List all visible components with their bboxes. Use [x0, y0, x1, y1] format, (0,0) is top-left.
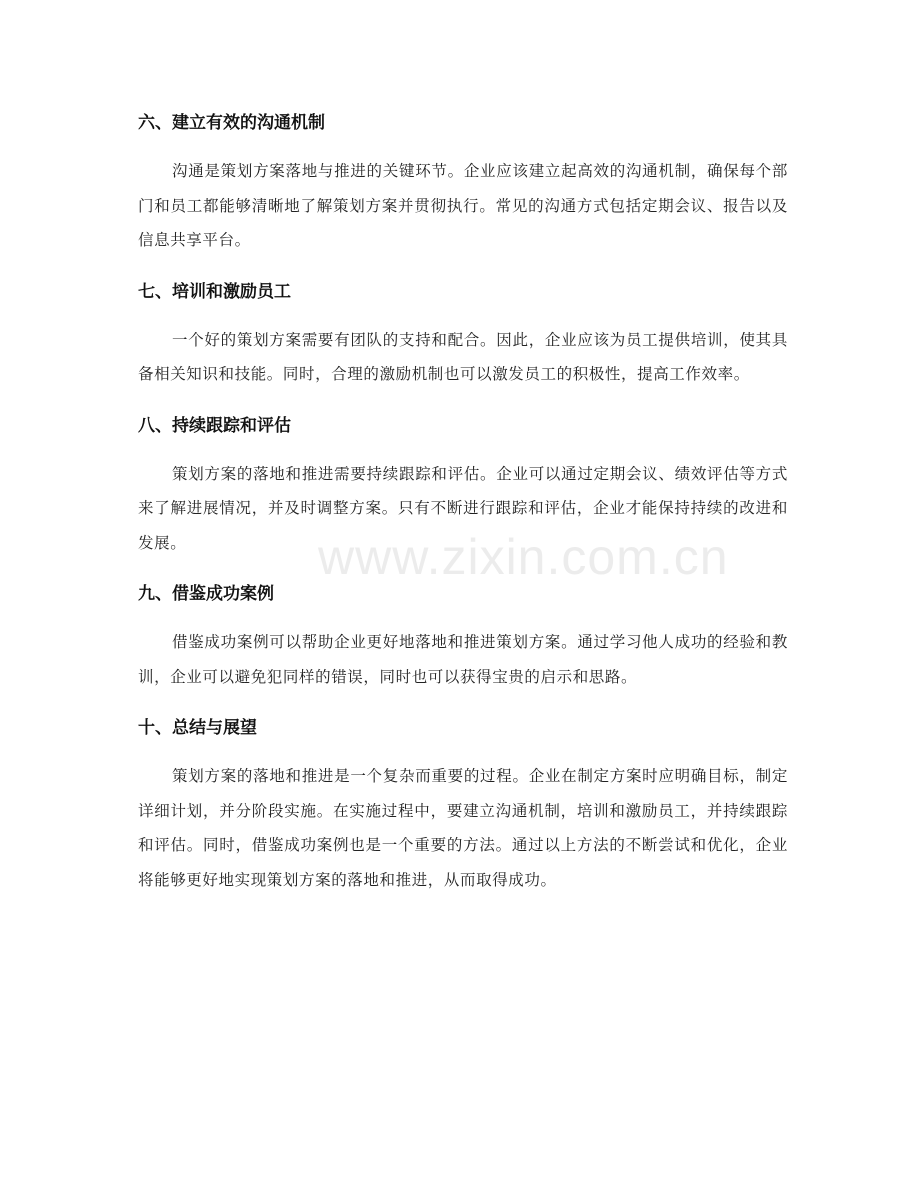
section-cases — [138, 577, 788, 694]
section-paragraph: 借鉴成功案例可以帮助企业更好地落地和推进策划方案。通过学习他人成功的经验和教训，企业可以避免犯同样的错误，同时也可以获得宝贵的启示和思路。 — [138, 633, 788, 686]
section-training — [138, 275, 788, 392]
section-heading: 十、总结与展望 — [138, 718, 257, 738]
section-paragraph: 沟通是策划方案落地与推进的关键环节。企业应该建立起高效的沟通机制，确保每个部门和员工都能够清晰地了解策划方案并贯彻执行。常见的沟通方式包括定期会议、报告以及信息共享平台。 — [138, 162, 788, 249]
section-heading: 七、培训和激励员工 — [138, 281, 291, 302]
watermark-text: www.zixin.com.cn — [318, 529, 729, 585]
section-heading: 九、借鉴成功案例 — [138, 584, 274, 604]
section-paragraph: 一个好的策划方案需要有团队的支持和配合。因此，企业应该为员工提供培训，使其具备相关知识和技能。同时，合理的激励机制也可以激发员工的积极性，提高工作效率。 — [138, 330, 788, 383]
section-communication — [138, 106, 788, 258]
section-tracking — [138, 409, 788, 561]
section-summary — [138, 711, 788, 897]
document-content — [138, 106, 788, 914]
section-heading: 八、持续跟踪和评估 — [138, 415, 291, 436]
section-paragraph: 策划方案的落地和推进需要持续跟踪和评估。企业可以通过定期会议、绩效评估等方式来了解进展情况，并及时调整方案。只有不断进行跟踪和评估，企业才能保持持续的改进和发展。 — [138, 464, 788, 552]
section-paragraph: 策划方案的落地和推进是一个复杂而重要的过程。企业在制定方案时应明确目标，制定详细计划，并分阶段实施。在实施过程中，要建立沟通机制，培训和激励员工，并持续跟踪和评估。同时，借鉴成功案例也是一个重要的方法。通过以上方法的不断尝试和优化，企业将能够更好地实现策划方案的落地和推进，从而取得成功。 — [138, 767, 788, 889]
section-heading: 六、建立有效的沟通机制 — [138, 113, 325, 133]
